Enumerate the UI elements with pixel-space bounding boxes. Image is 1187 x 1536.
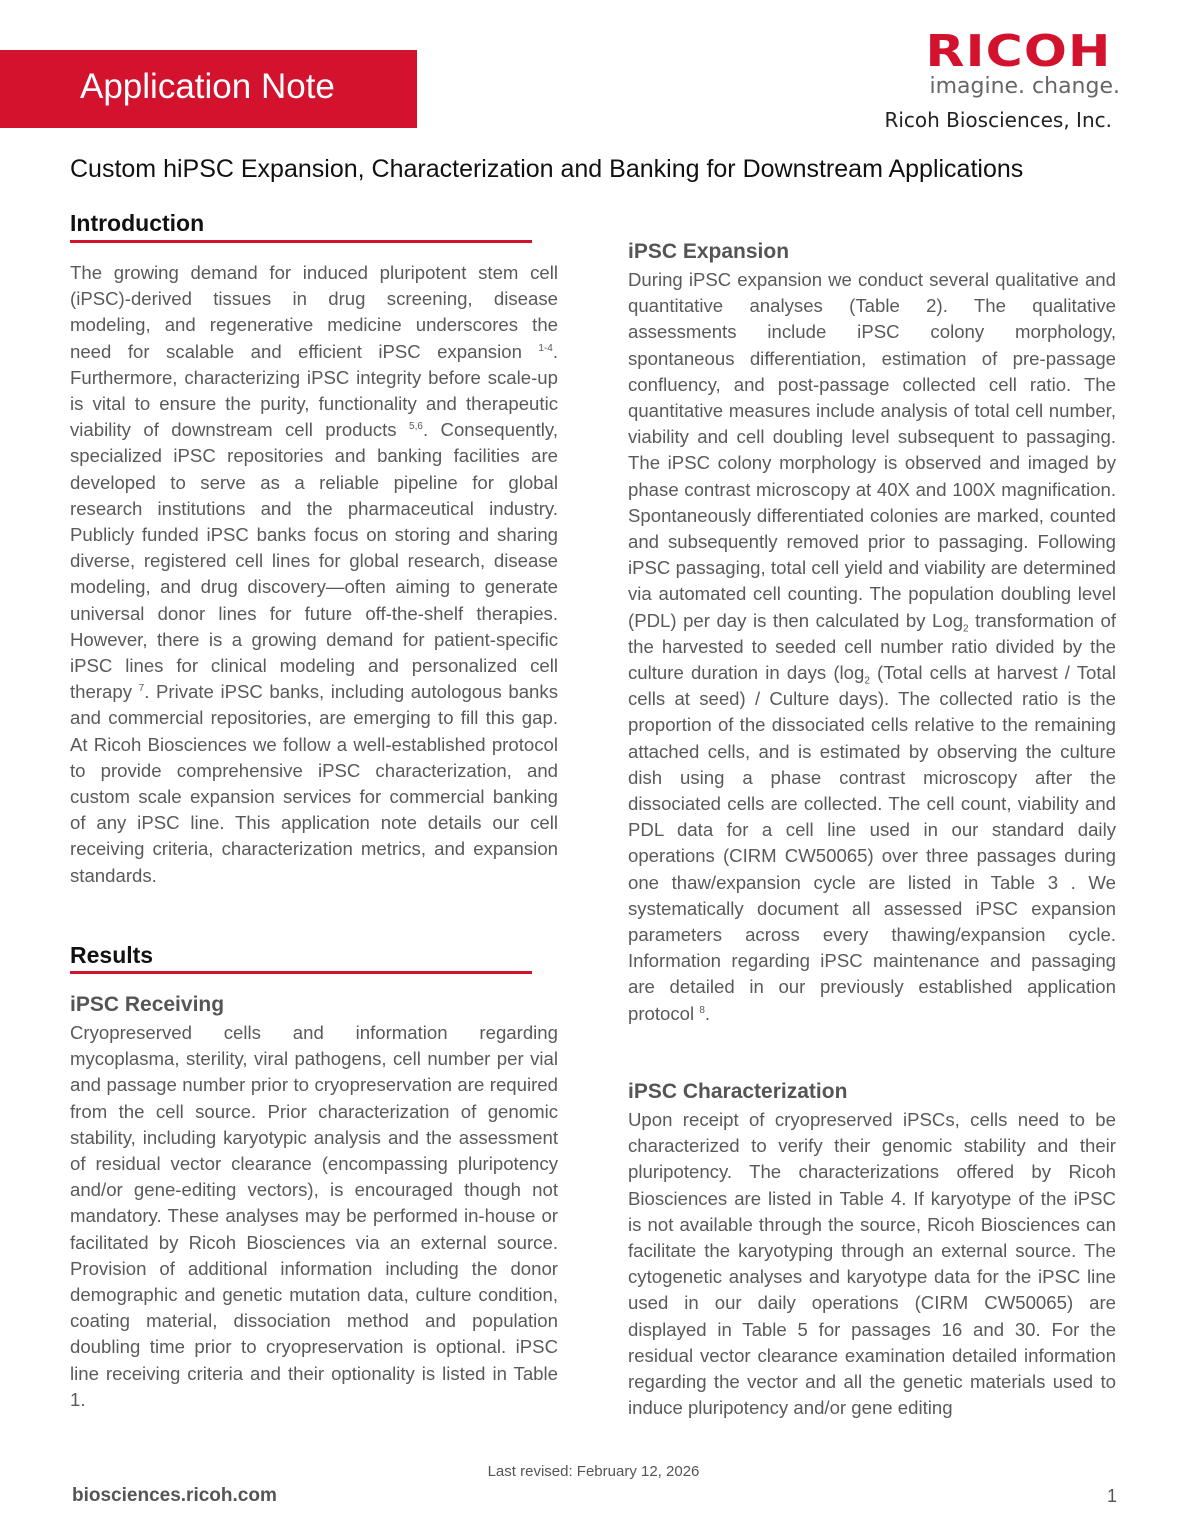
ipsc-expansion-paragraph: During iPSC expansion we conduct several qualitative and quantitative analyses (Table 2). The qualitative assessments include iPSC colony morphology, spontaneous differentiation, estimation of pre-passage confluency, and post-passage collected cell ratio. The quantitative measures include analysis of total cell number, viability and cell doubling level subsequent to passaging. The iPSC colony morphology is observed and imaged by phase contrast microscopy at 40X and 100X magnification. Spontaneously differentiated colonies are marked, counted and subsequently removed prior to passaging. Following iPSC passaging, total cell yield and viability are determined via automated cell counting. The population doubling level (PDL) per day is then calculated by Log$_2$ transformation of the harvested to seeded cell number ratio divided by the culture duration in days ($\log_2$ (Total cells at harvest / Total cells at seed) / Culture days). The collected ratio is the proportion of the dissociated cells relative to the remaining attached cells, and is estimated by observing the culture dish using a phase contrast microscopy after the dissociated cells are collected. The cell count, viability and PDL data for a cell line used in our standard daily operations (CIRM CW50065) over three passages during one thaw/expansion cycle are listed in Table 3 . We systematically document all assessed iPSC expansion parameters across every thawing/expansion cycle. Information regarding iPSC maintenance and passaging are detailed in our previously established application protocol $^8$. [628,269,1116,1024]
logo-wordmark: RICOH [925,26,1112,77]
website-url[interactable]: biosciences.ricoh.com [72,1485,277,1506]
introduction-paragraph: The growing demand for induced pluripotent stem cell (iPSC)-derived tissues in drug screening, disease modeling, and regenerative medicine underscores the need for scalable and efficient iPSC expansion $^{1-4}$. Furthermore, characterizing iPSC integrity before scale-up is vital to ensure the purity, functionality and therapeutic viability of downstream cell products $^{5,6}$. Consequently, specialized iPSC repositories and banking facilities are developed to serve as a reliable pipeline for global research institutions and the pharmaceutical industry. Publicly funded iPSC banks focus on storing and sharing diverse, registered cell lines for global research, disease modeling, and drug discovery—often aiming to generate universal donor lines for future off-the-shelf therapies. However, there is a growing demand for patient-specific iPSC lines for clinical modeling and personalized cell therapy $^7$. Private iPSC banks, including autologous banks and commercial repositories, are emerging to fill this gap. At Ricoh Biosciences we follow a well-established protocol to provide comprehensive iPSC characterization, and custom scale expansion services for commercial banking of any iPSC line. This application note details our cell receiving criteria, characterization metrics, and expansion standards. [70,262,559,886]
company-name: Ricoh Biosciences, Inc. [884,108,1112,132]
ricoh-logo [925,26,1120,99]
results-rule [70,971,532,974]
ipsc-receiving-heading: iPSC Receiving [70,993,225,1016]
ipsc-receiving-paragraph: Cryopreserved cells and information regarding mycoplasma, sterility, viral pathogens, cell number per vial and passage number prior to cryopreservation are required from the cell source. Prior characterization of genomic stability, including karyotypic analysis and the assessment of residual vector clearance (encompassing pluripotency and/or gene-editing vectors), is encouraged though not mandatory. These analyses may be performed in-house or facilitated by Ricoh Biosciences via an external source. Provision of additional information including the donor demographic and genetic mutation data, culture condition, coating material, dissociation method and population doubling time prior to cryopreservation is optional. iPSC line receiving criteria and their optionality is listed in Table 1. [70,1022,558,1410]
results-heading: Results [70,942,154,968]
ipsc-characterization-heading: iPSC Characterization [628,1080,848,1103]
document-title: Custom hiPSC Expansion, Characterization and Banking for Downstream Applications [70,155,1024,183]
introduction-heading: Introduction [70,210,205,236]
ipsc-characterization-paragraph: Upon receipt of cryopreserved iPSCs, cells need to be characterized to verify their genomic stability and their pluripotency. The characterizations offered by Ricoh Biosciences are listed in Table 4. If karyotype of the iPSC is not available through the source, Ricoh Biosciences can facilitate the karyotyping through an external source. The cytogenetic analyses and karyotype data for the iPSC line used in our daily operations (CIRM CW50065) are displayed in Table 5 for passages 16 and 30. For the residual vector clearance examination detailed information regarding the vector and all the genetic materials used to induce pluripotency and/or gene editing [628,1109,1116,1419]
page-number: 1 [1106,1486,1117,1506]
last-revised-date: Last revised: February 12, 2026 [487,1463,700,1480]
application-note-banner [0,50,417,128]
banner-label: Application Note [80,67,335,106]
ipsc-expansion-heading: iPSC Expansion [628,240,790,263]
introduction-rule [70,240,532,243]
logo-tagline: imagine. change. [929,74,1120,99]
